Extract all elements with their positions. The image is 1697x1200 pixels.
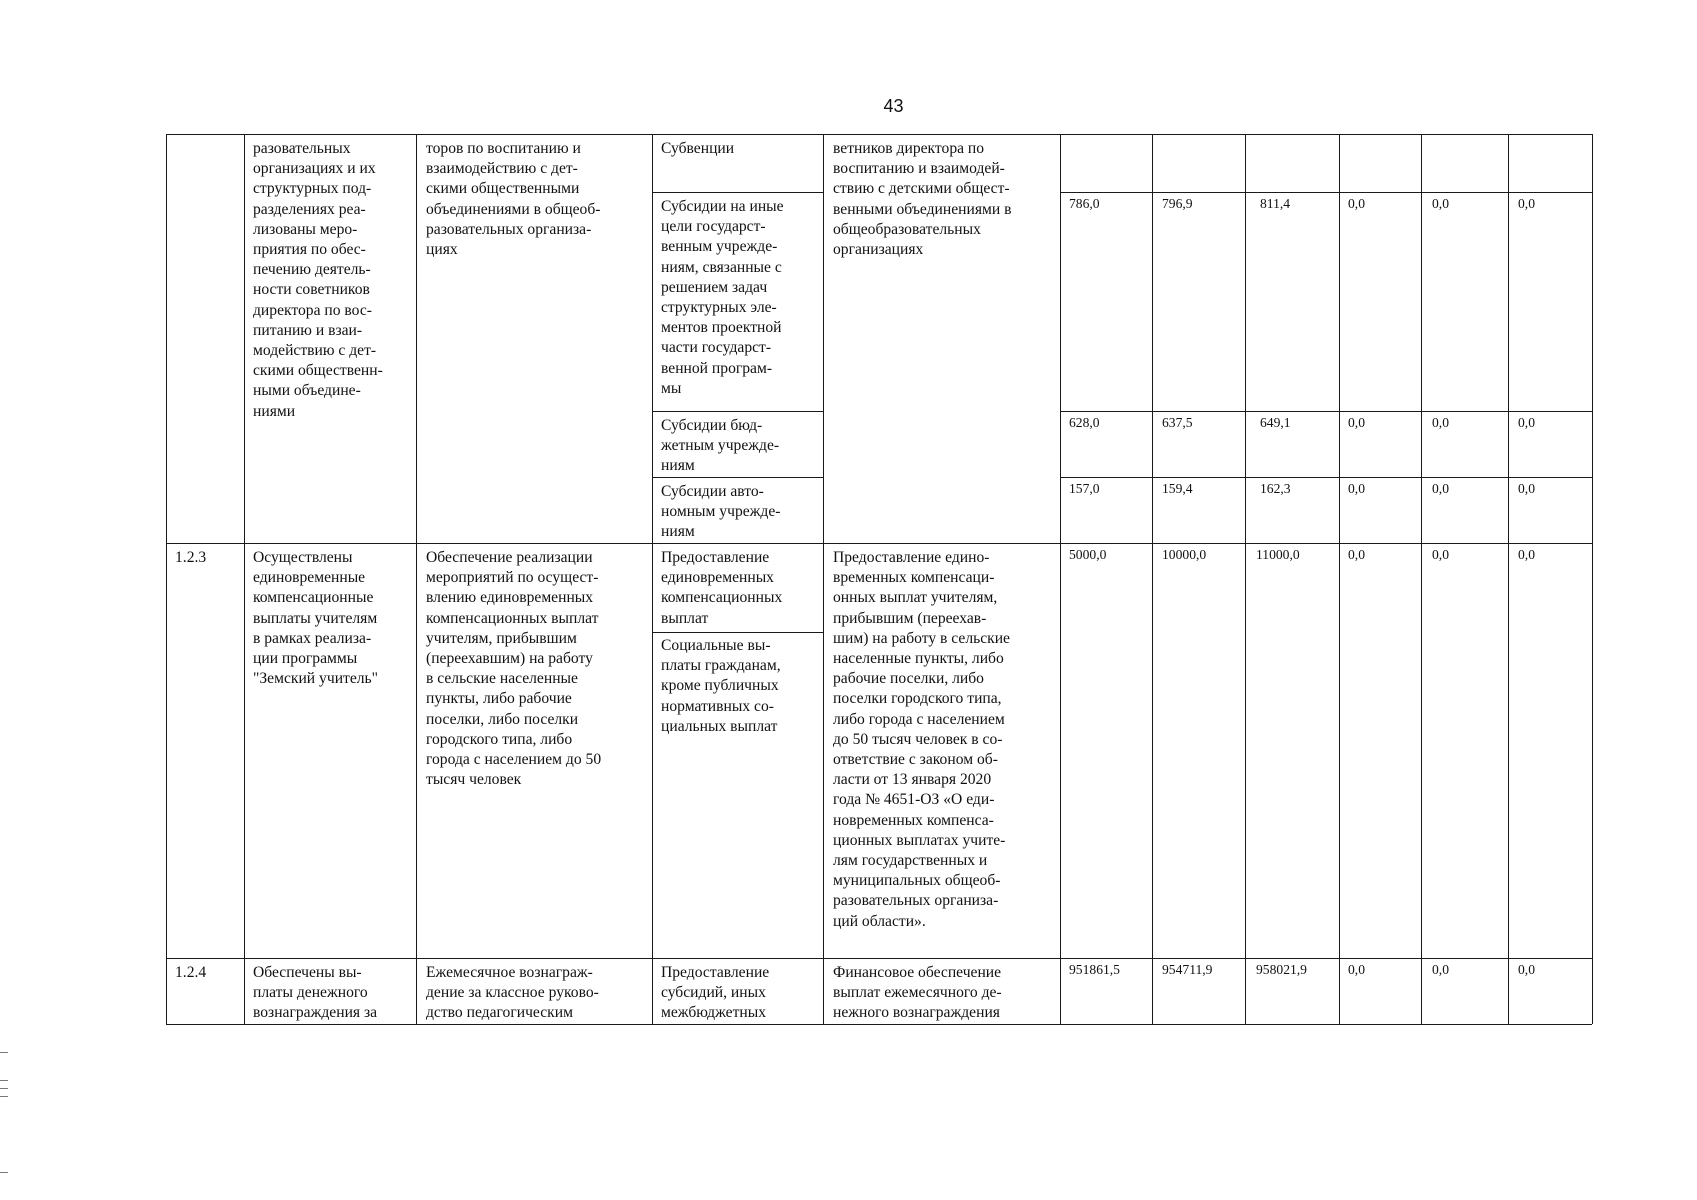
value-year-4: 0,0 xyxy=(1348,196,1365,211)
value-year-1: 786,0 xyxy=(1069,196,1100,211)
row-divider xyxy=(652,477,823,478)
page-number: 43 xyxy=(883,96,904,116)
column-divider xyxy=(416,134,417,1024)
scan-artifact xyxy=(0,1096,8,1097)
column-divider xyxy=(166,134,167,1024)
scan-artifact xyxy=(0,1172,8,1173)
row-number: 1.2.3 xyxy=(175,549,207,566)
value-year-4: 0,0 xyxy=(1348,547,1365,562)
row-divider xyxy=(1060,192,1592,193)
expense-type-label: Субсидии авто- номным учрежде- ниям xyxy=(661,483,781,541)
value-year-6: 0,0 xyxy=(1518,481,1535,496)
value-year-1: 628,0 xyxy=(1069,415,1100,430)
row-divider xyxy=(166,543,1592,544)
value-year-4: 0,0 xyxy=(1348,481,1365,496)
value-year-2: 796,9 xyxy=(1162,196,1193,211)
value-year-5: 0,0 xyxy=(1432,962,1449,977)
row-activity-text: Обеспечение реализации мероприятий по осущест- влению единовременных компенсационных выплат учителям, прибывшим (переехавшим) на работу в сельские населенные пункты, либо рабочие поселки, либо поселки городского типа, либо города с населением до 50 тысяч человек xyxy=(426,549,602,789)
scan-artifact xyxy=(0,1080,8,1081)
column-divider xyxy=(652,134,653,1024)
value-year-4: 0,0 xyxy=(1348,962,1365,977)
row-description-text: ветников директора по воспитанию и взаимодей- ствию с детскими общест- венными объединениями в общеобразовательных организациях xyxy=(833,140,1012,259)
row-result-text: разовательных организациях и их структурных под- разделениях реа- лизованы меро- приятия по обес- печению деятель- ности советников директора по вос- питанию и взаи- модействию с дет- скими общественн- ными объедине- ниями xyxy=(253,140,383,420)
row-description-text: Предоставление едино- временных компенсаци- онных выплат учителям, прибывшим (переехав- шим) на работу в сельские населенные пункты, либо рабочие поселки, либо поселки городского типа, либо города с населением до 50 тысяч человек в со- ответствие с законом об- ласти от 13 января 2020 года № 4651-ОЗ «О еди- новременных компенса- ционных выплатах учите- лям государственных и муниципальных общеоб- разовательных организа- ций области». xyxy=(833,549,1010,930)
expense-type-label: Социальные вы- платы гражданам, кроме публичных нормативных со- циальных выплат xyxy=(661,637,781,735)
value-year-1: 951861,5 xyxy=(1069,962,1120,977)
table-border-bottom xyxy=(166,1024,1592,1025)
value-year-5: 0,0 xyxy=(1432,196,1449,211)
value-year-1: 157,0 xyxy=(1069,481,1100,496)
value-year-3: 649,1 xyxy=(1260,415,1291,430)
row-divider xyxy=(652,192,823,193)
value-year-1: 5000,0 xyxy=(1069,547,1107,562)
row-number: 1.2.4 xyxy=(175,964,207,981)
value-year-6: 0,0 xyxy=(1518,962,1535,977)
row-activity-text: Ежемесячное вознаграж- дение за классное руково- дство педагогическим xyxy=(426,964,599,1022)
column-divider xyxy=(823,134,824,1024)
column-divider xyxy=(1152,134,1153,1024)
expense-type-label: Субсидии бюд- жетным учрежде- ниям xyxy=(661,417,780,475)
column-divider xyxy=(244,134,245,1024)
value-year-6: 0,0 xyxy=(1518,415,1535,430)
row-divider xyxy=(166,958,1592,959)
scan-artifact xyxy=(0,1088,8,1089)
value-year-3: 958021,9 xyxy=(1256,962,1307,977)
row-activity-text: торов по воспитанию и взаимодействию с дет- скими общественными объединениями в общеоб- разовательных организа- циях xyxy=(426,140,601,259)
row-divider xyxy=(1060,411,1592,412)
row-divider xyxy=(652,632,823,633)
expense-type-label: Субвенции xyxy=(661,140,735,157)
value-year-2: 954711,9 xyxy=(1162,962,1213,977)
value-year-5: 0,0 xyxy=(1432,481,1449,496)
expense-type-label: Субсидии на иные цели государст- венным учрежде- ниям, связанные с решением задач структурных эле- ментов проектной части государст- венной програм- мы xyxy=(661,198,784,397)
value-year-2: 10000,0 xyxy=(1162,547,1207,562)
column-divider xyxy=(1421,134,1422,1024)
value-year-4: 0,0 xyxy=(1348,415,1365,430)
row-result-text: Обеспечены вы- платы денежного вознаграждения за xyxy=(253,964,378,1022)
value-year-6: 0,0 xyxy=(1518,196,1535,211)
value-year-5: 0,0 xyxy=(1432,547,1449,562)
value-year-2: 159,4 xyxy=(1162,481,1193,496)
row-divider xyxy=(652,411,823,412)
expense-type-label: Предоставление единовременных компенсационных выплат xyxy=(661,549,783,627)
row-result-text: Осуществлены единовременные компенсационные выплаты учителям в рамках реализа- ции программы "Земский учитель" xyxy=(253,549,379,688)
row-description-text: Финансовое обеспечение выплат ежемесячного де- нежного вознаграждения xyxy=(833,964,1002,1022)
value-year-3: 11000,0 xyxy=(1256,547,1300,562)
column-divider xyxy=(1508,134,1509,1024)
value-year-3: 811,4 xyxy=(1260,196,1291,211)
expense-type-label: Предоставление субсидий, иных межбюджетных xyxy=(661,964,770,1022)
value-year-6: 0,0 xyxy=(1518,547,1535,562)
row-divider xyxy=(1060,477,1592,478)
scan-artifact xyxy=(0,1052,8,1053)
table-border-right xyxy=(1592,134,1593,1024)
column-divider xyxy=(1245,134,1246,1024)
value-year-2: 637,5 xyxy=(1162,415,1193,430)
table-border-top xyxy=(166,134,1592,135)
column-divider xyxy=(1060,134,1061,1024)
column-divider xyxy=(1339,134,1340,1024)
value-year-3: 162,3 xyxy=(1260,481,1291,496)
value-year-5: 0,0 xyxy=(1432,415,1449,430)
